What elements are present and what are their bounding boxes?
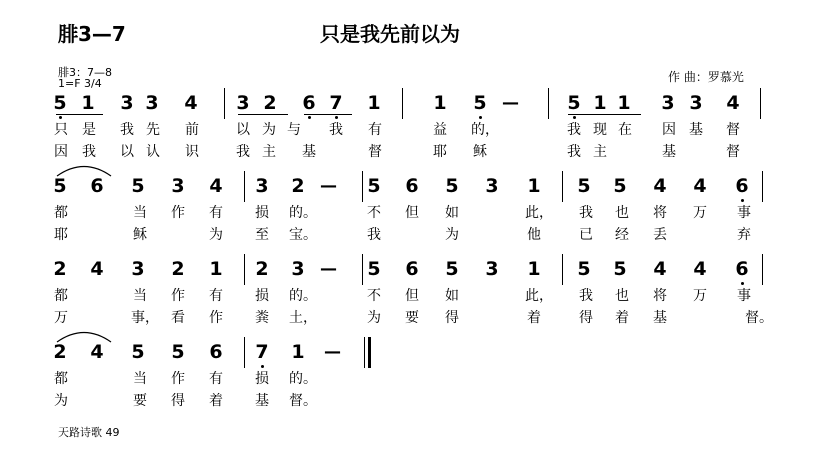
lyric-verse-1: 但 — [405, 288, 419, 304]
octave-dot — [261, 365, 264, 368]
lyric-verse-2: 宝。 — [289, 227, 317, 243]
note: 2 — [53, 258, 67, 280]
lyric-verse-2: 要 — [405, 310, 419, 326]
lyric-verse-2: 我 — [367, 227, 381, 243]
lyric-verse-1: 都 — [54, 288, 68, 304]
octave-dot — [59, 116, 62, 119]
lyric-verse-2: 他 — [527, 227, 541, 243]
note: 6 — [405, 175, 419, 197]
note: 5 — [367, 258, 381, 280]
final-bar-line — [364, 337, 365, 368]
lyric-verse-2: 作 — [209, 310, 223, 326]
note: 5 — [171, 341, 185, 363]
lyric-verse-1: 不 — [367, 205, 381, 221]
lyric-verse-2: 基 — [302, 144, 316, 160]
lyric-verse-2: 粪 — [255, 310, 269, 326]
lyric-verse-2: 着 — [527, 310, 541, 326]
lyric-verse-2: 主 — [593, 144, 607, 160]
note: 5 — [445, 258, 459, 280]
lyric-verse-2: 要 — [133, 393, 147, 409]
lyric-verse-1: 有 — [368, 122, 382, 138]
note: 4 — [693, 258, 707, 280]
lyric-verse-1: 我 — [567, 122, 581, 138]
bar-line — [760, 88, 761, 119]
lyric-verse-2: 我 — [567, 144, 581, 160]
lyric-verse-1: 作 — [171, 371, 185, 387]
note: 3 — [255, 175, 269, 197]
bar-line — [562, 171, 563, 202]
lyric-verse-2: 督。 — [745, 310, 773, 326]
lyric-verse-1: 在 — [618, 122, 632, 138]
note: 4 — [209, 175, 223, 197]
lyric-verse-2: 得 — [171, 393, 185, 409]
note: 3 — [661, 92, 675, 114]
lyric-verse-2: 至 — [255, 227, 269, 243]
lyric-verse-2: 为 — [445, 227, 459, 243]
bar-line — [402, 88, 403, 119]
lyric-verse-1: 为 — [262, 122, 276, 138]
note: 3 — [131, 258, 145, 280]
lyric-verse-1: 都 — [54, 371, 68, 387]
note: 7 — [255, 341, 269, 363]
note: 5 — [53, 92, 67, 114]
octave-dot — [573, 116, 576, 119]
lyric-verse-1: 当 — [133, 371, 147, 387]
bar-line — [362, 254, 363, 285]
note: 5 — [445, 175, 459, 197]
lyric-verse-1: 基 — [689, 122, 703, 138]
lyric-verse-1: 益 — [433, 122, 447, 138]
lyric-verse-1: 因 — [662, 122, 676, 138]
lyric-verse-1: 此， — [525, 288, 553, 304]
lyric-verse-1: 作 — [171, 288, 185, 304]
composer-credit: 作 曲：罗慕光 — [668, 70, 744, 84]
note: 2 — [255, 258, 269, 280]
note: 2 — [263, 92, 277, 114]
bar-line — [762, 254, 763, 285]
lyric-verse-1: 此， — [525, 205, 553, 221]
lyric-verse-1: 但 — [405, 205, 419, 221]
lyric-verse-2: 认 — [146, 144, 160, 160]
lyric-verse-1: 的。 — [289, 205, 317, 221]
lyric-verse-1: 万 — [693, 205, 707, 221]
lyric-verse-2: 稣 — [133, 227, 147, 243]
sustain-dash: — — [324, 342, 341, 362]
bar-line — [244, 337, 245, 368]
lyric-verse-2: 我 — [236, 144, 250, 160]
octave-dot — [308, 116, 311, 119]
lyric-verse-2: 土， — [289, 310, 317, 326]
octave-dot — [479, 116, 482, 119]
lyric-verse-2: 经 — [615, 227, 629, 243]
slur-arc — [56, 163, 112, 177]
lyric-verse-1: 事 — [737, 288, 751, 304]
lyric-verse-1: 当 — [133, 288, 147, 304]
note: 2 — [291, 175, 305, 197]
note: 2 — [171, 258, 185, 280]
note: 3 — [689, 92, 703, 114]
page-title: 只是我先前以为 — [320, 22, 460, 46]
note: 5 — [577, 258, 591, 280]
note: 5 — [567, 92, 581, 114]
lyric-verse-1: 有 — [209, 205, 223, 221]
lyric-verse-1: 损 — [255, 371, 269, 387]
lyric-verse-2: 得 — [445, 310, 459, 326]
slur-arc — [56, 329, 112, 343]
lyric-verse-2: 为 — [367, 310, 381, 326]
lyric-verse-2: 万 — [54, 310, 68, 326]
lyric-verse-1: 是 — [82, 122, 96, 138]
note: 6 — [90, 175, 104, 197]
note: 6 — [209, 341, 223, 363]
bar-line — [244, 171, 245, 202]
note: 4 — [184, 92, 198, 114]
lyric-verse-2: 督 — [726, 144, 740, 160]
key-time-signature: 1=F 3/4 — [58, 77, 102, 90]
lyric-verse-2: 为 — [54, 393, 68, 409]
note: 7 — [329, 92, 343, 114]
lyric-verse-1: 我 — [329, 122, 343, 138]
note: 4 — [726, 92, 740, 114]
lyric-verse-1: 我 — [579, 205, 593, 221]
footer-source: 天路诗歌 49 — [58, 426, 120, 439]
note: 4 — [653, 175, 667, 197]
lyric-verse-1: 先 — [146, 122, 160, 138]
lyric-verse-1: 将 — [653, 205, 667, 221]
lyric-verse-1: 的， — [471, 122, 499, 138]
lyric-verse-1: 只 — [54, 122, 68, 138]
note: 1 — [433, 92, 447, 114]
octave-dot — [741, 199, 744, 202]
scripture-ref: 腓3：7—8 — [58, 66, 112, 79]
lyric-verse-2: 基 — [255, 393, 269, 409]
lyric-verse-2: 为 — [209, 227, 223, 243]
lyric-verse-1: 将 — [653, 288, 667, 304]
sustain-dash: — — [502, 93, 519, 113]
underline-beam — [56, 114, 103, 115]
lyric-verse-1: 如 — [445, 288, 459, 304]
note: 3 — [145, 92, 159, 114]
note: 4 — [693, 175, 707, 197]
note: 1 — [527, 258, 541, 280]
note: 1 — [81, 92, 95, 114]
bar-line — [362, 171, 363, 202]
lyric-verse-1: 有 — [209, 371, 223, 387]
lyric-verse-1: 作 — [171, 205, 185, 221]
bar-line — [762, 171, 763, 202]
octave-dot — [335, 116, 338, 119]
lyric-verse-2: 事， — [131, 310, 159, 326]
note: 1 — [617, 92, 631, 114]
lyric-verse-2: 我 — [82, 144, 96, 160]
note: 3 — [291, 258, 305, 280]
lyric-verse-2: 因 — [54, 144, 68, 160]
lyric-verse-2: 督 — [368, 144, 382, 160]
lyric-verse-1: 不 — [367, 288, 381, 304]
lyric-verse-2: 丢 — [653, 227, 667, 243]
lyric-verse-1: 与 — [287, 122, 301, 138]
hymn-code: 腓3—7 — [58, 22, 126, 46]
note: 6 — [735, 175, 749, 197]
note: 2 — [53, 341, 67, 363]
bar-line — [548, 88, 549, 119]
note: 4 — [90, 258, 104, 280]
lyric-verse-1: 有 — [209, 288, 223, 304]
lyric-verse-2: 得 — [579, 310, 593, 326]
lyric-verse-1: 也 — [615, 205, 629, 221]
note: 1 — [527, 175, 541, 197]
octave-dot — [741, 282, 744, 285]
lyric-verse-2: 弃 — [737, 227, 751, 243]
note: 1 — [291, 341, 305, 363]
sustain-dash: — — [320, 176, 337, 196]
lyric-verse-1: 的。 — [289, 288, 317, 304]
note: 3 — [120, 92, 134, 114]
lyric-verse-1: 我 — [120, 122, 134, 138]
lyric-verse-2: 以 — [120, 144, 134, 160]
bar-line — [244, 254, 245, 285]
lyric-verse-1: 的。 — [289, 371, 317, 387]
note: 5 — [613, 175, 627, 197]
lyric-verse-1: 都 — [54, 205, 68, 221]
note: 6 — [302, 92, 316, 114]
lyric-verse-2: 看 — [171, 310, 185, 326]
lyric-verse-1: 以 — [236, 122, 250, 138]
note: 5 — [473, 92, 487, 114]
note: 1 — [209, 258, 223, 280]
bar-line — [224, 88, 225, 119]
lyric-verse-2: 识 — [185, 144, 199, 160]
note: 6 — [735, 258, 749, 280]
sustain-dash: — — [320, 259, 337, 279]
note: 5 — [577, 175, 591, 197]
note: 5 — [53, 175, 67, 197]
lyric-verse-1: 损 — [255, 288, 269, 304]
underline-beam — [304, 114, 352, 115]
final-bar-line-thick — [368, 337, 371, 368]
lyric-verse-1: 也 — [615, 288, 629, 304]
lyric-verse-1: 当 — [133, 205, 147, 221]
note: 3 — [171, 175, 185, 197]
note: 4 — [653, 258, 667, 280]
lyric-verse-2: 已 — [579, 227, 593, 243]
note: 3 — [485, 258, 499, 280]
lyric-verse-1: 如 — [445, 205, 459, 221]
lyric-verse-2: 基 — [662, 144, 676, 160]
note: 1 — [367, 92, 381, 114]
lyric-verse-2: 着 — [615, 310, 629, 326]
lyric-verse-2: 耶 — [433, 144, 447, 160]
lyric-verse-1: 万 — [693, 288, 707, 304]
note: 4 — [90, 341, 104, 363]
note: 3 — [236, 92, 250, 114]
lyric-verse-2: 基 — [653, 310, 667, 326]
note: 6 — [405, 258, 419, 280]
lyric-verse-2: 着 — [209, 393, 223, 409]
lyric-verse-2: 耶 — [54, 227, 68, 243]
bar-line — [562, 254, 563, 285]
lyric-verse-1: 损 — [255, 205, 269, 221]
lyric-verse-1: 前 — [185, 122, 199, 138]
underline-beam — [568, 114, 641, 115]
note: 5 — [367, 175, 381, 197]
lyric-verse-1: 我 — [579, 288, 593, 304]
lyric-verse-1: 事 — [737, 205, 751, 221]
lyric-verse-2: 主 — [262, 144, 276, 160]
lyric-verse-1: 现 — [593, 122, 607, 138]
note: 3 — [485, 175, 499, 197]
lyric-verse-2: 稣 — [473, 144, 487, 160]
note: 1 — [593, 92, 607, 114]
note: 5 — [131, 341, 145, 363]
lyric-verse-1: 督 — [726, 122, 740, 138]
note: 5 — [613, 258, 627, 280]
lyric-verse-2: 督。 — [289, 393, 317, 409]
underline-beam — [238, 114, 288, 115]
note: 5 — [131, 175, 145, 197]
